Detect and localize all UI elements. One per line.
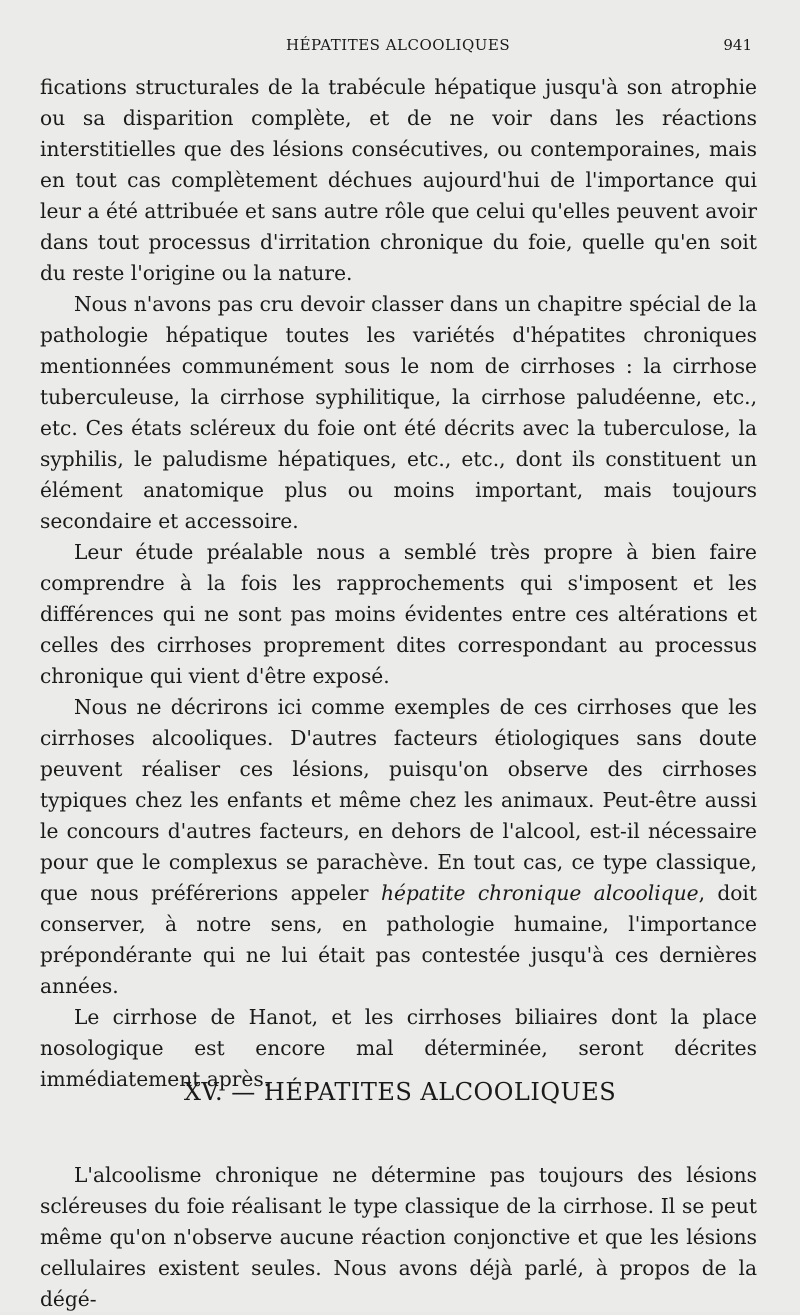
paragraph-text-after: , doit conserver, à notre sens, en pathologie humaine, l'importance prépondérante qui ne lui était pas contestée jusqu'à ces dernières années.	[40, 881, 757, 998]
paragraph-alcoholic-cirrhoses	[40, 692, 757, 1002]
section-body	[40, 1160, 757, 1315]
paragraph-chronic-alcoholism: L'alcoolisme chronique ne détermine pas toujours des lésions scléreuses du foie réalisant le type classique de la cirrhose. Il se peut même qu'on n'observe aucune réaction conjonctive et que les lésions cellulaires existent seules. Nous avons déjà parlé, à propos de la dégé-	[40, 1163, 757, 1311]
paragraph-preliminary-study: Leur étude préalable nous a semblé très propre à bien faire comprendre à la fois les rapprochements qui s'imposent et les différences qui ne sont pas moins évidentes entre ces altérations et celles des cirrhoses proprement dites correspondant au processus chronique qui vient d'être exposé.	[40, 540, 757, 688]
running-title: HÉPATITES ALCOOLIQUES	[286, 36, 511, 54]
body-text	[40, 72, 757, 1095]
running-header	[0, 36, 800, 60]
page-number: 941	[723, 36, 752, 54]
paragraph-continuation: fications structurales de la trabécule hépatique jusqu'à son atrophie ou sa disparition complète, et de ne voir dans les réactions interstitielles que des lésions consécutives, ou contemporaines, mais en tout cas complètement déchues aujourd'hui de l'importance qui leur a été attribuée et sans autre rôle que celui qu'elles peuvent avoir dans tout processus d'irritation chronique du foie, quelle qu'en soit du reste l'origine ou la nature.	[40, 75, 757, 285]
paragraph-cirrhoses-classification: Nous n'avons pas cru devoir classer dans un chapitre spécial de la pathologie hépatique toutes les variétés d'hépatites chroniques mentionnées communément sous le nom de cirrhoses : la cirrhose tuberculeuse, la cirrhose syphilitique, la cirrhose paludéenne, etc., etc. Ces états scléreux du foie ont été décrits avec la tuberculose, la syphilis, le paludisme hépatiques, etc., etc., dont ils constituent un élément anatomique plus ou moins important, mais toujours secondaire et accessoire.	[40, 292, 757, 533]
emphasized-term: hépatite chronique alcoolique	[380, 881, 699, 905]
paragraph-text-before: Nous ne décrirons ici comme exemples de ces cirrhoses que les cirrhoses alcooliques. D'autres facteurs étiologiques sans doute peuvent réaliser ces lésions, puisqu'on observe des cirrhoses typiques chez les enfants et même chez les animaux. Peut-être aussi le concours d'autres facteurs, en dehors de l'alcool, est-il nécessaire pour que le complexus se parachève. En tout cas, ce type classique, que nous préférerions appeler	[40, 695, 757, 905]
paragraph-hanot-cirrhosis: Le cirrhose de Hanot, et les cirrhoses biliaires dont la place nosologique est encore mal déterminée, seront décrites immédiatement après.	[40, 1005, 757, 1091]
section-heading: XV. — HÉPATITES ALCOOLIQUES	[183, 1078, 617, 1106]
